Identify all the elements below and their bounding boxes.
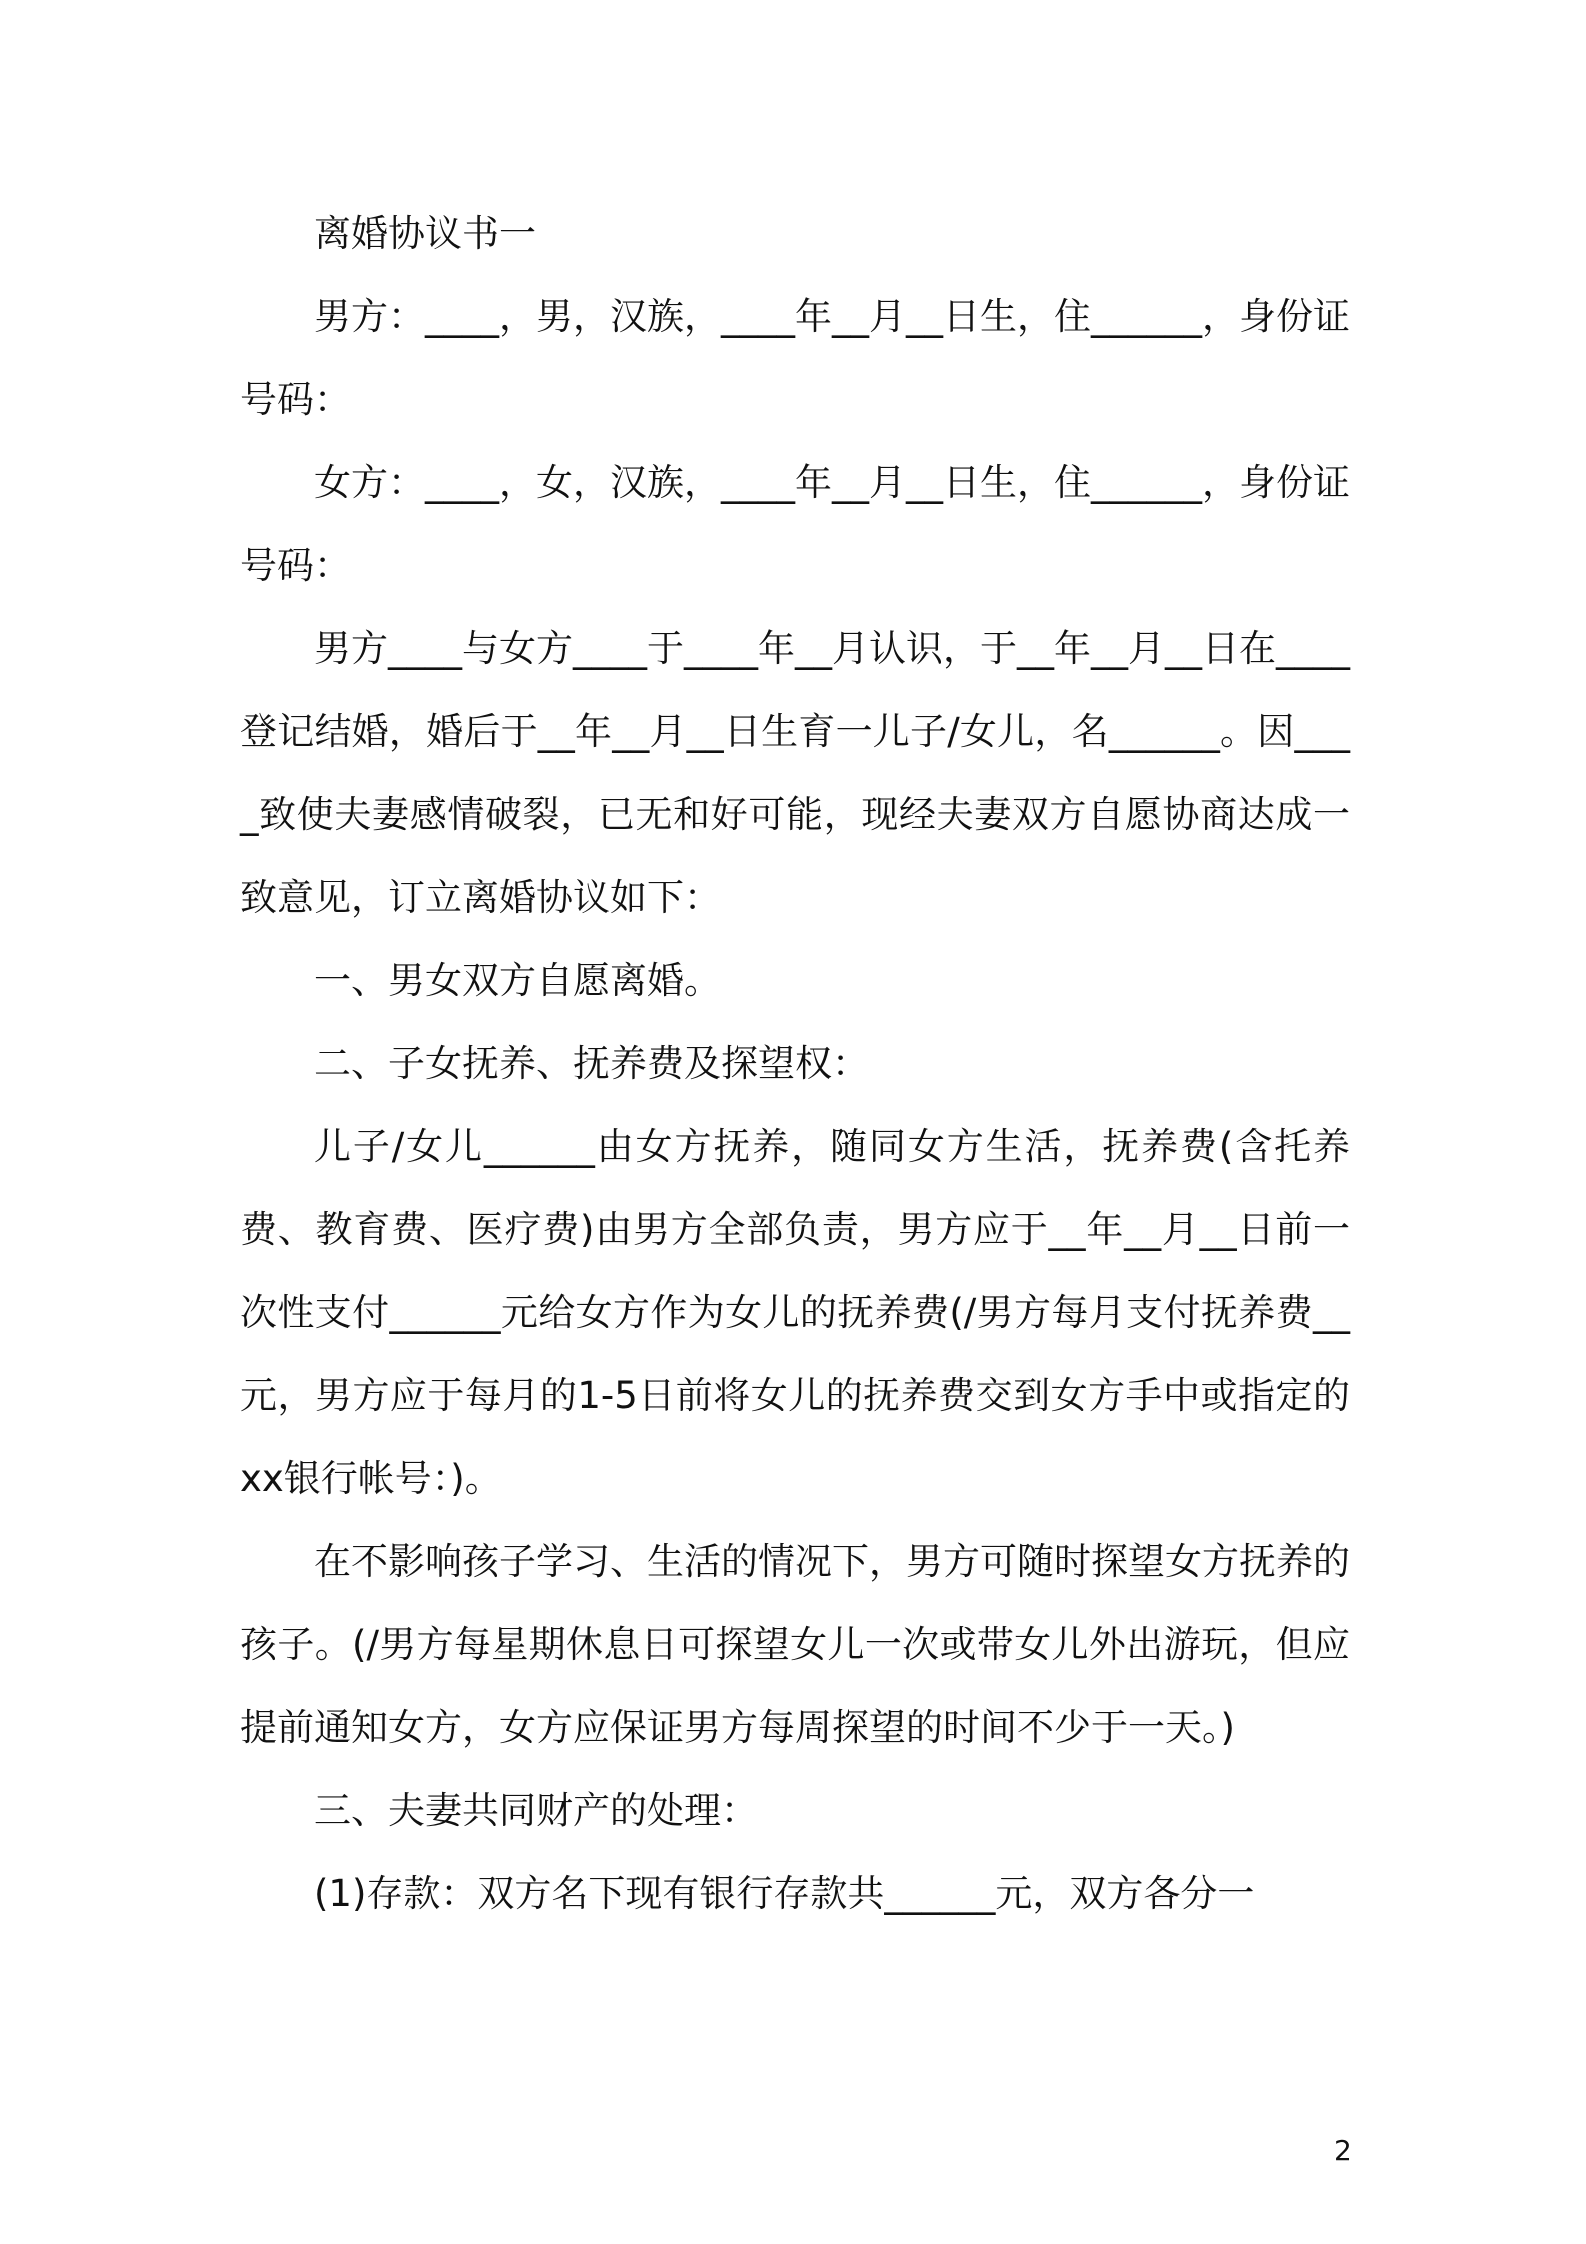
doc-title: 离婚协议书一 <box>314 212 536 255</box>
document-body <box>240 192 1350 1935</box>
clause-3-heading: 三、夫妻共同财产的处理： <box>314 1789 758 1832</box>
male-party-info: 男方：____，男，汉族，____年__月__日生，住______，身份证号码： <box>240 295 1350 421</box>
page-number: 2 <box>1334 2134 1352 2167</box>
marriage-background: 男方____与女方____于____年__月认识，于__年__月__日在____登记结婚，婚后于__年__月__日生育一儿子/女儿，名______。因____致使夫妻感情破裂，已无和好可能，现经夫妻双方自愿协商达成一致意见，订立离婚协议如下： <box>240 627 1350 919</box>
female-party-info: 女方：____，女，汉族，____年__月__日生，住______，身份证号码： <box>240 461 1350 587</box>
clause-2-heading: 二、子女抚养、抚养费及探望权： <box>314 1042 869 1085</box>
child-support-paragraph: 儿子/女儿______由女方抚养，随同女方生活，抚养费(含托养费、教育费、医疗费)由男方全部负责，男方应于__年__月__日前一次性支付______元给女方作为女儿的抚养费(/男方每月支付抚养费__元，男方应于每月的1-5日前将女儿的抚养费交到女方手中或指定的xx银行帐号：)。 <box>240 1125 1350 1500</box>
visitation-paragraph: 在不影响孩子学习、生活的情况下，男方可随时探望女方抚养的孩子。(/男方每星期休息日可探望女儿一次或带女儿外出游玩，但应提前通知女方，女方应保证男方每周探望的时间不少于一天。) <box>240 1540 1350 1749</box>
clause-1: 一、男女双方自愿离婚。 <box>314 959 721 1002</box>
deposit-clause: (1)存款：双方名下现有银行存款共______元，双方各分一 <box>314 1872 1255 1915</box>
